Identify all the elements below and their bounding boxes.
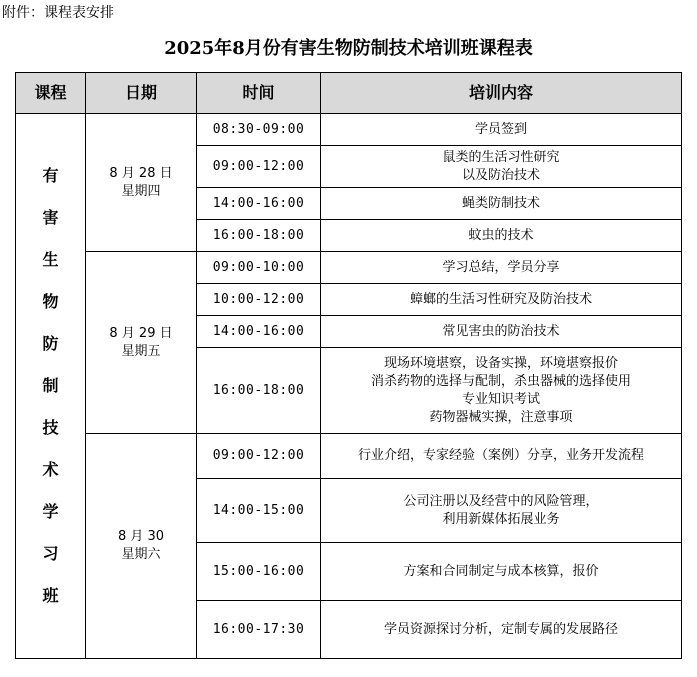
time-cell: 14:00-15:00 [197, 479, 321, 543]
date-cell [86, 252, 197, 434]
time-cell: 09:00-10:00 [197, 252, 321, 284]
time-cell: 14:00-16:00 [197, 316, 321, 348]
weekday-label: 星期五 [121, 343, 161, 359]
date-label: 8 月 29 日 [109, 325, 173, 341]
content-cell: 行业介绍，专家经验（案例）分享，业务开发流程 [321, 434, 682, 479]
date-cell [86, 114, 197, 252]
page-title: 2025年8月份有害生物防制技术培训班课程表 [164, 38, 533, 59]
time-cell: 09:00-12:00 [197, 146, 321, 188]
time-cell: 16:00-17:30 [197, 601, 321, 659]
column-header-course: 课程 [16, 73, 86, 114]
course-name-cell [16, 114, 86, 659]
column-header-time: 时间 [197, 73, 321, 114]
content-cell: 学员资源探讨分析，定制专属的发展路径 [321, 601, 682, 659]
column-header-date: 日期 [86, 73, 197, 114]
date-cell [86, 434, 197, 659]
time-cell: 08:30-09:00 [197, 114, 321, 146]
content-cell: 蚊虫的技术 [321, 220, 682, 252]
time-cell: 16:00-18:00 [197, 348, 321, 434]
time-cell: 10:00-12:00 [197, 284, 321, 316]
course-name: 有害生物防制技术学习班 [42, 166, 59, 605]
content-cell: 学习总结，学员分享 [321, 252, 682, 284]
weekday-label: 星期六 [121, 547, 161, 562]
time-cell: 14:00-16:00 [197, 188, 321, 220]
content-cell: 方案和合同制定与成本核算，报价 [321, 543, 682, 601]
content-cell: 学员签到 [321, 114, 682, 146]
content-cell: 公司注册以及经营中的风险管理， 利用新媒体拓展业务 [321, 479, 682, 543]
time-cell: 15:00-16:00 [197, 543, 321, 601]
time-cell: 09:00-12:00 [197, 434, 321, 479]
time-cell: 16:00-18:00 [197, 220, 321, 252]
table-row [16, 252, 682, 284]
content-cell: 常见害虫的防治技术 [321, 316, 682, 348]
table-row [16, 434, 682, 479]
weekday-label: 星期四 [121, 183, 161, 199]
content-cell: 现场环境堪察，设备实操，环境堪察报价 消杀药物的选择与配制，杀虫器械的选择使用 专业知识考试 药物器械实操，注意事项 [321, 348, 682, 434]
date-label: 8 月 28 日 [109, 165, 173, 181]
content-cell: 鼠类的生活习性研究 以及防治技术 [321, 146, 682, 188]
attachment-label: 附件：课程表安排 [2, 5, 114, 21]
content-cell: 蝇类防制技术 [321, 188, 682, 220]
column-header-content: 培训内容 [321, 73, 682, 114]
table-row [16, 114, 682, 146]
date-label: 8 月 30 [117, 529, 165, 544]
table-header-row [16, 73, 682, 114]
content-cell: 蟑螂的生活习性研究及防治技术 [321, 284, 682, 316]
schedule-table [15, 72, 682, 659]
